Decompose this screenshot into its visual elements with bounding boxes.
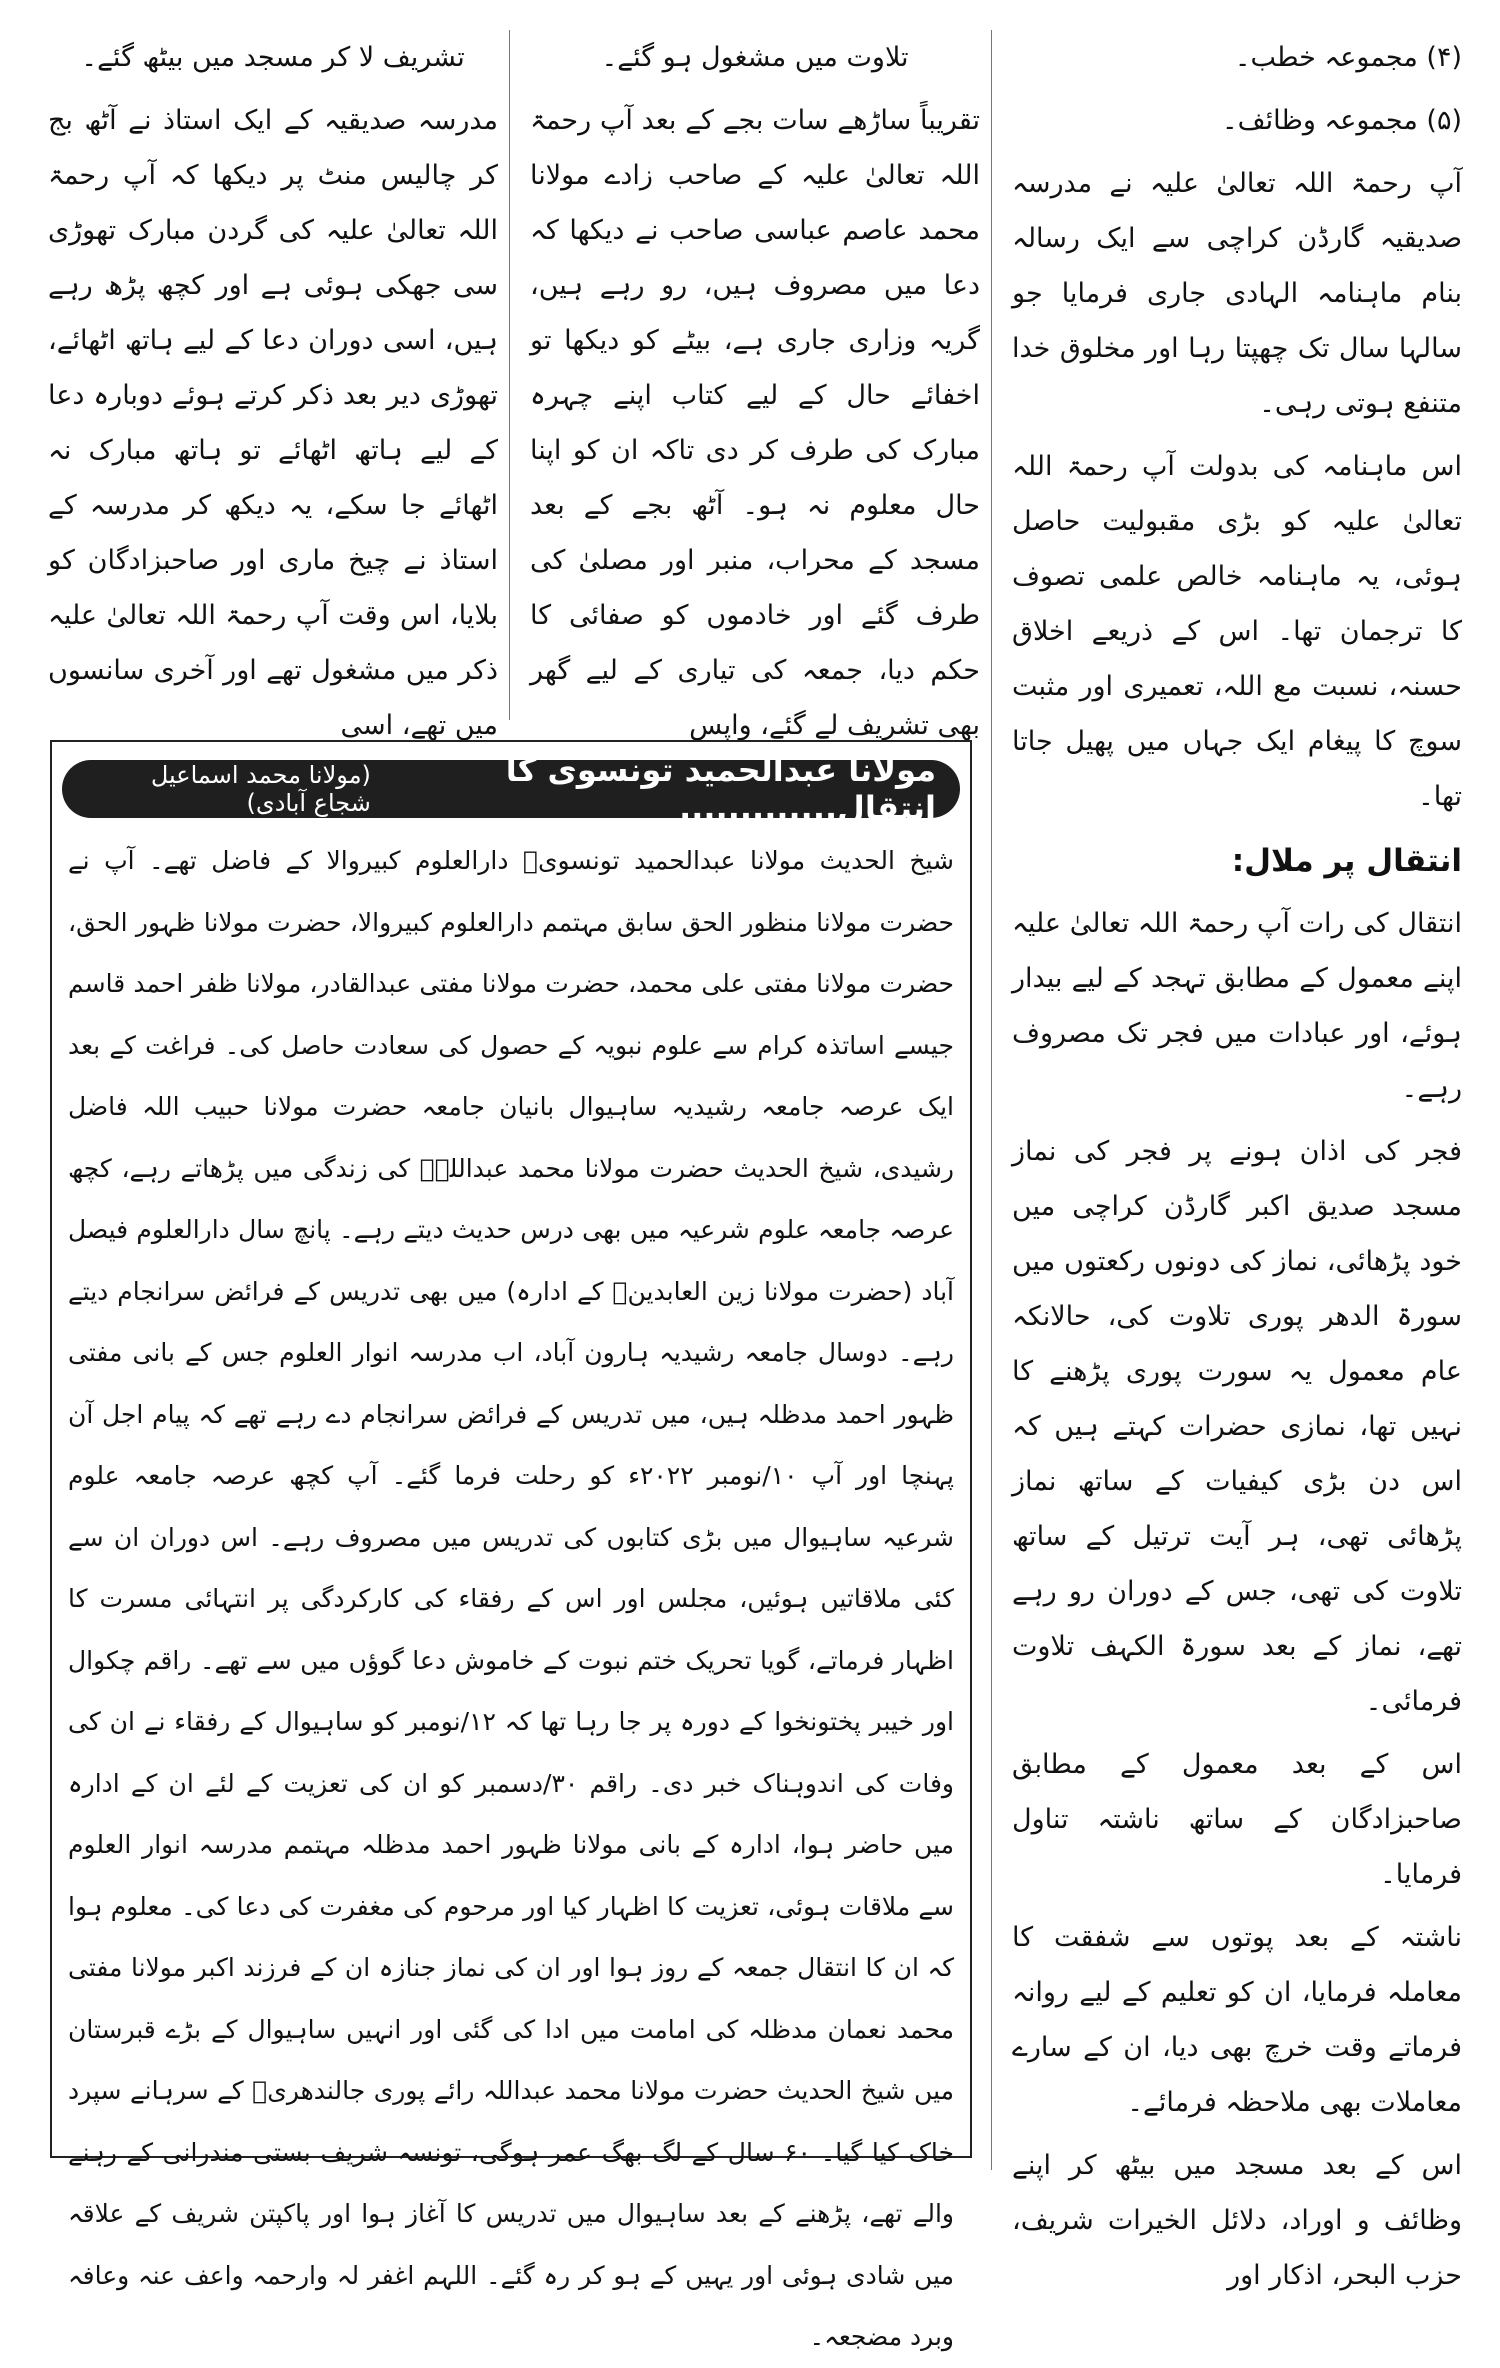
obituary-body: [52, 830, 970, 2368]
paragraph: انتقال کی رات آپ رحمۃ اللہ تعالیٰ علیہ اپنے معمول کے مطابق تہجد کے لیے بیدار ہوئے، اور عبادات میں فجر تک مصروف رہے۔: [1012, 908, 1462, 1104]
paragraph: اس کے بعد مسجد میں بیٹھ کر اپنے وظائف و اوراد، دلائل الخیرات شریف، حزب البحر، اذکار اور: [1012, 2150, 1462, 2291]
paragraph: مدرسہ صدیقیہ کے ایک استاذ نے آٹھ بج کر چالیس منٹ پر دیکھا کہ آپ رحمۃ اللہ تعالیٰ علیہ کی گردن مبارک تھوڑی سی جھکی ہوئی ہے اور کچھ پڑھ رہے ہیں، اسی دوران دعا کے لیے ہاتھ اٹھائے، تھوڑی دیر بعد ذکر کرتے ہوئے دوبارہ دعا کے لیے ہاتھ اٹھائے تو ہاتھ مبارک نہ اٹھائے جا سکے، یہ دیکھ کر مدرسہ کے استاذ نے چیخ ماری اور صاحبزادگان کو بلایا، اس وقت آپ رحمۃ اللہ تعالیٰ علیہ ذکر میں مشغول تھے اور آخری سانسوں میں تھے، اسی: [48, 105, 498, 741]
obituary-author: (مولانا محمد اسماعیل شجاع آبادی): [150, 761, 371, 817]
paragraph: (۵) مجموعہ وظائف۔: [1221, 105, 1462, 136]
left-column: [48, 30, 498, 741]
obituary-text: شیخ الحدیث مولانا عبدالحمید تونسویؒ دارالعلوم کبیروالا کے فاضل تھے۔ آپ نے حضرت مولانا منظور الحق سابق مہتمم دارالعلوم کبیروالا، حضرت مولانا ظہور الحق، حضرت مولانا مفتی علی محمد، حضرت مولانا مفتی عبدالقادر، مولانا ظفر احمد قاسم جیسے اساتذہ کرام سے علوم نبویہ کے حصول کی سعادت حاصل کی۔ فراغت کے بعد ایک عرصہ جامعہ رشیدیہ ساہیوال بانیان جامعہ حضرت مولانا حبیب اللہ فاضل رشیدی، شیخ الحدیث حضرت مولانا محمد عبداللہؒ کی زندگی میں پڑھاتے رہے، کچھ عرصہ جامعہ علوم شرعیہ میں بھی درس حدیث دیتے رہے۔ پانچ سال دارالعلوم فیصل آباد (حضرت مولانا زین العابدینؒ کے ادارہ) میں بھی تدریس کے فرائض سرانجام دیتے رہے۔ دوسال جامعہ رشیدیہ ہارون آباد، اب مدرسہ انوار العلوم جس کے بانی مفتی ظہور احمد مدظلہ ہیں، میں تدریس کے فرائض سرانجام دے رہے تھے کہ پیام اجل آن پہنچا اور آپ ۱۰/نومبر ۲۰۲۲ء کو رحلت فرما گئے۔ آپ کچھ عرصہ جامعہ علوم شرعیہ ساہیوال میں بڑی کتابوں کی تدریس میں مصروف رہے۔ اس دوران ان سے کئی ملاقاتیں ہوئیں، مجلس اور اس کے رفقاء کی کارکردگی پر انتہائی مسرت کا اظہار فرماتے، گویا تحریک ختم نبوت کے خاموش دعا گوؤں میں سے تھے۔ راقم چکوال اور خیبر پختونخوا کے دورہ پر جا رہا تھا کہ ۱۲/نومبر کو ساہیوال کے رفقاء نے ان کی وفات کی اندوہناک خبر دی۔ راقم ۳۰/دسمبر کو ان کی تعزیت کے لئے ان کے ادارہ میں حاضر ہوا، ادارہ کے بانی مولانا ظہور احمد مدظلہ مہتمم مدرسہ انوار العلوم سے ملاقات ہوئی، تعزیت کا اظہار کیا اور مرحوم کی مغفرت کی دعا کی۔ معلوم ہوا کہ ان کا انتقال جمعہ کے روز ہوا اور ان کی نماز جنازہ ان کے فرزند اکبر مولانا مفتی محمد نعمان مدظلہ کی امامت میں ادا کی گئی اور انہیں ساہیوال کے بڑے قبرستان میں شیخ الحدیث حضرت مولانا محمد عبداللہ رائے پوری جالندھریؒ کے سرہانے سپرد خاک کیا گیا۔ ۶۰ سال کے لگ بھگ عمر ہوگی، تونسہ شریف بستی مندرانی کے رہنے والے تھے، پڑھنے کے بعد ساہیوال میں تدریس کا آغاز ہوا اور پاکپتن شریف کے علاقہ میں شادی ہوئی اور یہیں کے ہو کر رہ گئے۔ اللہم اغفر لہ وارحمہ واعف عنہ وعافہ وبرد مضجعہ۔: [68, 846, 954, 2351]
paragraph: تلاوت میں مشغول ہو گئے۔: [601, 42, 909, 73]
paragraph: اس ماہنامہ کی بدولت آپ رحمۃ اللہ تعالیٰ علیہ کو بڑی مقبولیت حاصل ہوئی، یہ ماہنامہ خالص علمی تصوف کا ترجمان تھا۔ اس کے ذریعے اخلاق حسنہ، نسبت مع اللہ، تعمیری اور مثبت سوچ کا پیغام ایک جہاں میں پھیل جاتا تھا۔: [1012, 451, 1462, 812]
column-divider: [509, 30, 510, 720]
paragraph: ناشتہ کے بعد پوتوں سے شفقت کا معاملہ فرمایا، ان کو تعلیم کے لیے روانہ فرماتے وقت خرچ بھی دیا، ان کے سارے معاملات بھی ملاحظہ فرمائے۔: [1012, 1922, 1462, 2118]
obituary-title-bar: [62, 751, 960, 827]
paragraph: تقریباً ساڑھے سات بجے کے بعد آپ رحمۃ اللہ تعالیٰ علیہ کے صاحب زادے مولانا محمد عاصم عباسی صاحب نے دیکھا کہ دعا میں مصروف ہیں، رو رہے ہیں، گریہ وزاری جاری ہے، بیٹے کو دیکھا تو اخفائے حال کے لیے کتاب اپنے چہرہ مبارک کی طرف کر دی تاکہ ان کو اپنا حال معلوم نہ ہو۔ آٹھ بجے کے بعد مسجد کے محراب، منبر اور مصلیٰ کی طرف گئے اور خادموں کو صفائی کا حکم دیا، جمعہ کی تیاری کے لیے گھر بھی تشریف لے گئے، واپس: [530, 105, 980, 741]
obituary-box: [50, 740, 972, 2351]
obituary-title: مولانا عبدالحمید تونسوی کا انتقال.............: [505, 751, 936, 827]
column-divider: [991, 30, 992, 2170]
middle-column: [530, 30, 980, 741]
paragraph: فجر کی اذان ہونے پر فجر کی نماز مسجد صدیق اکبر گارڈن کراچی میں خود پڑھائی، نماز کی دونوں رکعتوں میں سورۃ الدھر پوری تلاوت کی، حالانکہ عام معمول یہ سورت پوری پڑھنے کا نہیں تھا، نمازی حضرات کہتے ہیں کہ اس دن بڑی کیفیات کے ساتھ نماز پڑھائی تھی، ہر آیت ترتیل کے ساتھ تلاوت کی تھی، جس کے دوران رو رہے تھے، نماز کے بعد سورۃ الکہف تلاوت فرمائی۔: [1012, 1136, 1462, 1717]
right-column: [1012, 30, 1462, 2291]
paragraph: (۴) مجموعہ خطب۔: [1234, 42, 1462, 73]
paragraph: اس کے بعد معمول کے مطابق صاحبزادگان کے ساتھ ناشتہ تناول فرمایا۔: [1012, 1749, 1462, 1890]
paragraph: آپ رحمۃ اللہ تعالیٰ علیہ نے مدرسہ صدیقیہ گارڈن کراچی سے ایک رسالہ بنام ماہنامہ الہادی جاری فرمایا جو سالہا سال تک چھپتا رہا اور مخلوق خدا متنفع ہوتی رہی۔: [1012, 168, 1462, 419]
paragraph: تشریف لا کر مسجد میں بیٹھ گئے۔: [81, 42, 465, 73]
section-heading: انتقال پر ملال:: [1231, 843, 1462, 879]
